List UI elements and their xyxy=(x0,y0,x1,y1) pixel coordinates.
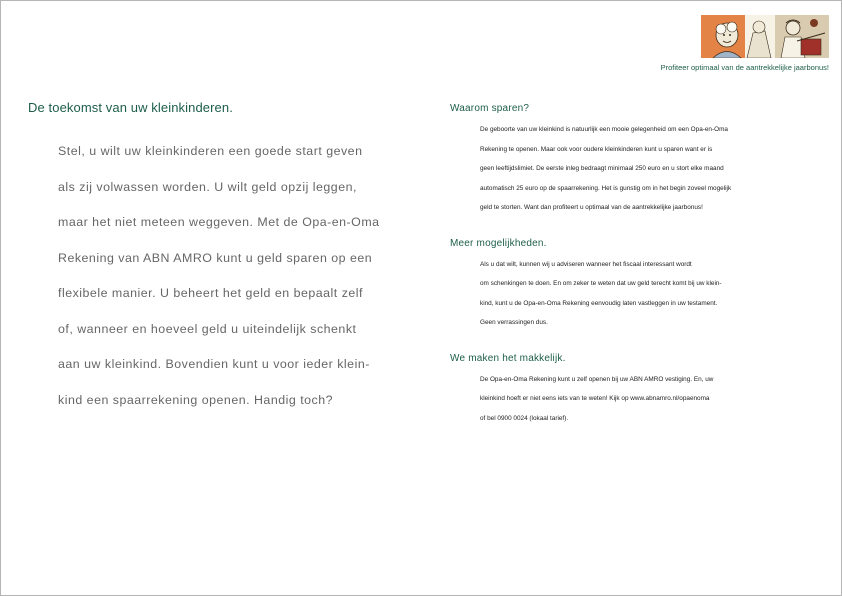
section-meer-mogelijkheden xyxy=(450,238,790,333)
section-makkelijk xyxy=(450,353,790,429)
body-line: kleinkind hoeft er niet eens iets van te weten! Kijk op www.abnamro.nl/opaenoma xyxy=(480,395,710,402)
body-line: of bel 0900 0024 (lokaal tarief). xyxy=(480,414,569,422)
body-line: om schenkingen te doen. En om zeker te weten dat uw geld terecht komt bij uw klein- xyxy=(480,280,722,287)
intro-paragraph xyxy=(58,134,380,418)
intro-line: of, wanneer en hoeveel geld u uiteindelijk schenkt xyxy=(58,321,357,336)
body-line: geld te storten. Want dan profiteert u optimaal van de aantrekkelijke jaarbonus! xyxy=(480,204,703,211)
intro-line: kind een spaarrekening openen. Handig toch? xyxy=(58,392,334,407)
body-line: Als u dat wilt, kunnen wij u adviseren wanneer het fiscaal interessant wordt xyxy=(480,260,692,268)
intro-line: aan uw kleinkind. Bovendien kunt u voor ieder klein- xyxy=(58,357,370,371)
body-line: De geboorte van uw kleinkind is natuurlijk een mooie gelegenheid om een Opa-en-Oma xyxy=(480,126,728,133)
tagline: Profiteer optimaal van de aantrekkelijke jaarbonus! xyxy=(660,63,829,72)
intro-line: Rekening van ABN AMRO kunt u geld sparen op een xyxy=(58,250,373,265)
intro-line: Stel, u wilt uw kleinkinderen een goede start geven xyxy=(58,144,363,158)
section-heading: We maken het makkelijk. xyxy=(450,352,566,364)
body-line: geen leeftijdslimiet. De eerste inleg bedraagt minimaal 250 euro en u stort elke maand xyxy=(480,165,724,172)
body-line: De Opa-en-Oma Rekening kunt u zelf openen bij uw ABN AMRO vestiging. En, uw xyxy=(480,375,714,383)
section-heading: Waarom sparen? xyxy=(450,103,530,114)
body-line: automatisch 25 euro op de spaarrekening. Het is gunstig om in het begin zoveel mogelijk xyxy=(480,184,732,192)
intro-line: flexibele manier. U beheert het geld en bepaalt zelf xyxy=(58,286,363,300)
section-waarom-sparen xyxy=(450,103,790,218)
grandparents-illustration xyxy=(701,15,829,58)
body-line: Rekening te openen. Maar ook voor oudere kleinkinderen kunt u sparen want er is xyxy=(480,145,713,153)
intro-line: maar het niet meteen weggeven. Met de Opa-en-Oma xyxy=(58,215,380,229)
section-heading: Meer mogelijkheden. xyxy=(450,237,547,249)
body-line: kind, kunt u de Opa-en-Oma Rekening eenvoudig laten vastleggen in uw testament. xyxy=(480,299,718,307)
left-heading: De toekomst van uw kleinkinderen. xyxy=(28,100,233,115)
body-line: Geen verrassingen dus. xyxy=(480,319,548,326)
section-body xyxy=(480,255,786,333)
intro-line: als zij volwassen worden. U wilt geld opzij leggen, xyxy=(58,179,357,194)
section-body xyxy=(480,370,786,429)
right-column xyxy=(450,103,790,428)
section-body xyxy=(480,120,786,218)
